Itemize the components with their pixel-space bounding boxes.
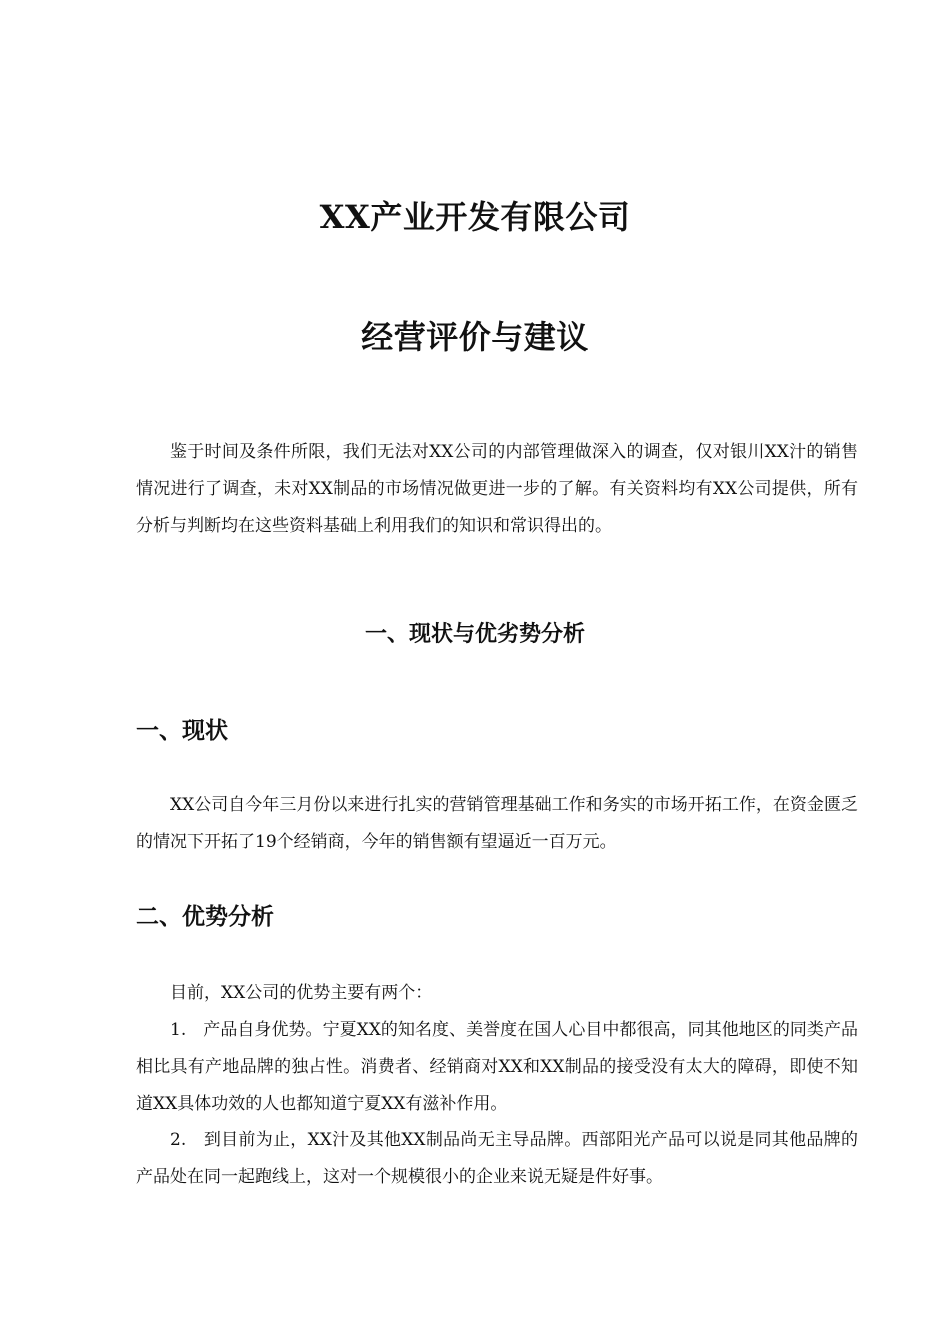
advantage-item-1: 1. 产品自身优势。宁夏XX的知名度、美誉度在国人心目中都很高，同其他地区的同类产品相比具有产地品牌的独占性。消费者、经销商对XX和XX制品的接受没有太大的障碍，即使不知道XX具体功效的人也都知道宁夏XX有滋补作用。 bbox=[136, 1020, 858, 1114]
document-title-company: XX产业开发有限公司 bbox=[319, 198, 631, 236]
subsection-heading-advantages: 二、优势分析 bbox=[136, 904, 274, 930]
advantage-item-2: 2. 到目前为止，XX汁及其他XX制品尚无主导品牌。西部阳光产品可以说是同其他品牌的产品处在同一起跑线上，这对一个规模很小的企业来说无疑是件好事。 bbox=[136, 1130, 858, 1187]
advantages-intro: 目前，XX公司的优势主要有两个： bbox=[170, 983, 433, 1003]
intro-paragraph: 鉴于时间及条件所限，我们无法对XX公司的内部管理做深入的调查，仅对银川XX汁的销售情况进行了调查，未对XX制品的市场情况做更进一步的了解。有关资料均有XX公司提供，所有分析与判断均在这些资料基础上利用我们的知识和常识得出的。 bbox=[136, 442, 858, 536]
document-title-subject: 经营评价与建议 bbox=[361, 318, 589, 356]
subsection-heading-status: 一、现状 bbox=[136, 718, 228, 744]
status-paragraph: XX公司自今年三月份以来进行扎实的营销管理基础工作和务实的市场开拓工作，在资金匮乏的情况下开拓了19个经销商，今年的销售额有望逼近一百万元。 bbox=[136, 795, 858, 852]
section-title: 一、现状与优劣势分析 bbox=[364, 622, 585, 647]
